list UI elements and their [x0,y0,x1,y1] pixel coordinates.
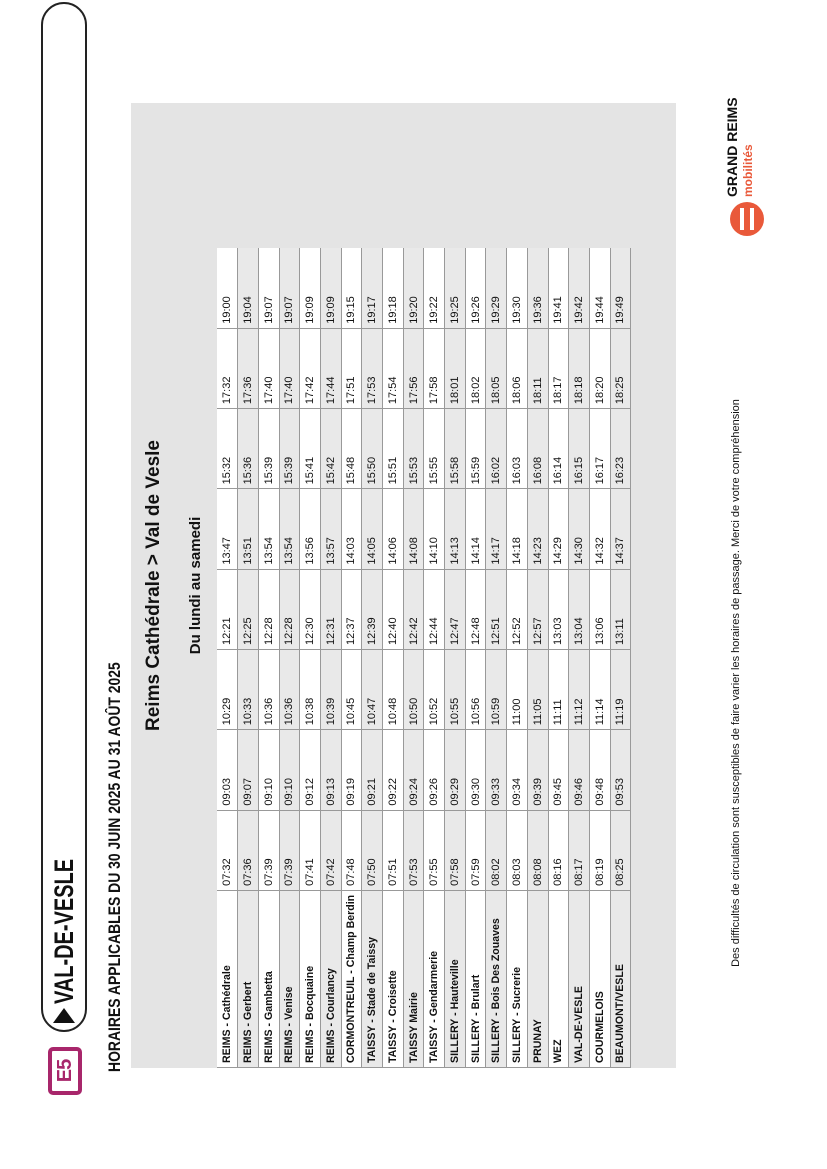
departure-time: 16:17 [589,409,610,489]
departure-time: 19:49 [610,248,631,328]
departure-time: 18:17 [548,328,569,408]
departure-time: 13:04 [569,569,590,649]
departure-time: 12:51 [486,569,507,649]
departure-time: 18:01 [445,328,466,408]
departure-time: 16:03 [507,409,528,489]
departure-time: 09:12 [300,730,321,810]
departure-time: 17:40 [258,328,279,408]
stop-name: VAL-DE-VESLE [569,890,590,1067]
departure-time: 08:03 [507,810,528,890]
departure-time: 07:51 [383,810,404,890]
service-days: Du lundi au samedi [187,516,204,655]
departure-time: 14:32 [589,489,610,569]
departure-time: 13:54 [258,489,279,569]
departure-time: 12:48 [465,569,486,649]
stop-name: SILLERY - Hauteville [445,890,466,1067]
departure-time: 19:22 [424,248,445,328]
departure-time: 09:07 [238,730,259,810]
departure-time: 10:52 [424,649,445,729]
departure-time: 13:54 [279,489,300,569]
departure-time: 07:50 [362,810,383,890]
departure-time: 07:59 [465,810,486,890]
departure-time: 19:09 [320,248,341,328]
departure-time: 10:29 [217,649,238,729]
departure-time: 09:10 [279,730,300,810]
departure-time: 18:05 [486,328,507,408]
departure-time: 09:34 [507,730,528,810]
table-row [362,248,383,1068]
arrow-right-icon [53,1008,75,1023]
departure-time: 14:08 [403,489,424,569]
departure-time: 07:41 [300,810,321,890]
direction-heading: Reims Cathédrale > Val de Vesle [143,440,164,731]
departure-time: 15:58 [445,409,466,489]
stop-name: REIMS - Courlancy [320,890,341,1067]
departure-time: 09:10 [258,730,279,810]
stop-name: TAISSY - Gendarmerie [424,890,445,1067]
stop-name: COURMELOIS [589,890,610,1067]
departure-time: 19:09 [300,248,321,328]
departure-time: 16:08 [527,409,548,489]
departure-time: 18:18 [569,328,590,408]
departure-time: 15:42 [320,409,341,489]
departure-time: 14:05 [362,489,383,569]
departure-time: 12:28 [258,569,279,649]
departure-time: 14:10 [424,489,445,569]
departure-time: 08:17 [569,810,590,890]
departure-time: 18:06 [507,328,528,408]
departure-time: 14:17 [486,489,507,569]
departure-time: 15:36 [238,409,259,489]
departure-time: 15:59 [465,409,486,489]
table-row [383,248,404,1068]
departure-time: 14:14 [465,489,486,569]
line-title: VAL-DE-VESLE [49,858,79,1004]
departure-time: 19:26 [465,248,486,328]
departure-time: 14:13 [445,489,466,569]
departure-time: 07:32 [217,810,238,890]
departure-time: 14:06 [383,489,404,569]
table-row [507,248,528,1068]
departure-time: 17:58 [424,328,445,408]
departure-time: 15:51 [383,409,404,489]
departure-time: 10:33 [238,649,259,729]
table-row [445,248,466,1068]
departure-time: 09:33 [486,730,507,810]
departure-time: 07:53 [403,810,424,890]
table-row [320,248,341,1068]
departure-time: 15:53 [403,409,424,489]
departure-time: 11:05 [527,649,548,729]
table-row [341,248,362,1068]
departure-time: 10:55 [445,649,466,729]
stop-name: SILLERY - Brulart [465,890,486,1067]
departure-time: 11:19 [610,649,631,729]
departure-time: 08:02 [486,810,507,890]
departure-time: 09:45 [548,730,569,810]
departure-time: 08:19 [589,810,610,890]
table-row [527,248,548,1068]
departure-time: 15:55 [424,409,445,489]
departure-time: 18:20 [589,328,610,408]
line-badge: E5 [48,1047,82,1095]
table-row [300,248,321,1068]
stop-name: SILLERY - Sucrerie [507,890,528,1067]
departure-time: 10:59 [486,649,507,729]
departure-time: 13:03 [548,569,569,649]
departure-time: 12:44 [424,569,445,649]
stop-name: REIMS - Bocquaine [300,890,321,1067]
departure-time: 09:46 [569,730,590,810]
table-row [217,248,238,1068]
departure-time: 08:08 [527,810,548,890]
departure-time: 14:29 [548,489,569,569]
departure-time: 19:07 [258,248,279,328]
departure-time: 16:14 [548,409,569,489]
departure-time: 09:26 [424,730,445,810]
table-row [424,248,445,1068]
departure-time: 17:32 [217,328,238,408]
departure-time: 10:36 [279,649,300,729]
departure-time: 15:50 [362,409,383,489]
departure-time: 16:02 [486,409,507,489]
departure-time: 17:53 [362,328,383,408]
departure-time: 10:47 [362,649,383,729]
departure-time: 19:07 [279,248,300,328]
departure-time: 09:29 [445,730,466,810]
stop-name: SILLERY - Bois Des Zouaves [486,890,507,1067]
departure-time: 07:55 [424,810,445,890]
table-row [465,248,486,1068]
departure-time: 10:36 [258,649,279,729]
departure-time: 12:37 [341,569,362,649]
departure-time: 10:50 [403,649,424,729]
table-row [238,248,259,1068]
departure-time: 19:25 [445,248,466,328]
departure-time: 09:22 [383,730,404,810]
departure-time: 07:36 [238,810,259,890]
departure-time: 07:39 [258,810,279,890]
disclaimer-note: Des difficultés de circulation sont susceptibles de faire varier les horaires de passage. Merci de votre compréhension [730,399,742,967]
departure-time: 16:15 [569,409,590,489]
departure-time: 11:11 [548,649,569,729]
stop-name: TAISSY Mairie [403,890,424,1067]
departure-time: 10:45 [341,649,362,729]
departure-time: 19:04 [238,248,259,328]
departure-time: 15:32 [217,409,238,489]
stop-name: CORMONTREUIL - Champ Berdin [341,890,362,1067]
departure-time: 14:37 [610,489,631,569]
departure-time: 09:19 [341,730,362,810]
departure-time: 12:31 [320,569,341,649]
departure-time: 10:56 [465,649,486,729]
departure-time: 12:57 [527,569,548,649]
departure-time: 11:12 [569,649,590,729]
departure-time: 18:25 [610,328,631,408]
departure-time: 09:30 [465,730,486,810]
departure-time: 19:44 [589,248,610,328]
table-row [610,248,631,1068]
timetable [217,248,631,1068]
departure-time: 09:24 [403,730,424,810]
grand-reims-logo-icon [730,202,764,236]
departure-time: 19:30 [507,248,528,328]
departure-time: 19:17 [362,248,383,328]
timetable-sheet [0,97,827,1118]
departure-time: 11:00 [507,649,528,729]
stop-name: BEAUMONT/VESLE [610,890,631,1067]
departure-time: 09:39 [527,730,548,810]
table-row [486,248,507,1068]
departure-time: 17:40 [279,328,300,408]
departure-time: 18:11 [527,328,548,408]
brand-subtitle: mobilités [741,144,755,197]
departure-time: 13:06 [589,569,610,649]
departure-time: 12:21 [217,569,238,649]
timetable-panel [131,103,676,1068]
table-row [589,248,610,1068]
departure-time: 15:41 [300,409,321,489]
departure-time: 08:25 [610,810,631,890]
table-row [279,248,300,1068]
departure-time: 12:40 [383,569,404,649]
departure-time: 09:13 [320,730,341,810]
validity-period: HORAIRES APPLICABLES DU 30 JUIN 2025 AU 31 AOÛT 2025 [105,662,124,1072]
departure-time: 19:15 [341,248,362,328]
departure-time: 07:42 [320,810,341,890]
departure-time: 17:54 [383,328,404,408]
departure-time: 16:23 [610,409,631,489]
departure-time: 10:39 [320,649,341,729]
departure-time: 15:39 [258,409,279,489]
departure-time: 14:03 [341,489,362,569]
departure-time: 12:47 [445,569,466,649]
stop-name: TAISSY - Stade de Taissy [362,890,383,1067]
departure-time: 09:03 [217,730,238,810]
departure-time: 13:47 [217,489,238,569]
departure-time: 12:52 [507,569,528,649]
departure-time: 19:41 [548,248,569,328]
departure-time: 10:48 [383,649,404,729]
table-row [569,248,590,1068]
departure-time: 09:53 [610,730,631,810]
departure-time: 08:16 [548,810,569,890]
departure-time: 12:42 [403,569,424,649]
stop-name: REIMS - Gambetta [258,890,279,1067]
departure-time: 14:23 [527,489,548,569]
departure-time: 14:18 [507,489,528,569]
departure-time: 11:14 [589,649,610,729]
table-row [258,248,279,1068]
departure-time: 17:44 [320,328,341,408]
departure-time: 15:48 [341,409,362,489]
departure-time: 07:48 [341,810,362,890]
stop-name: TAISSY - Croisette [383,890,404,1067]
departure-time: 13:51 [238,489,259,569]
departure-time: 14:30 [569,489,590,569]
departure-time: 19:18 [383,248,404,328]
departure-time: 13:11 [610,569,631,649]
stop-name: WEZ [548,890,569,1067]
stop-name: REIMS - Gerbert [238,890,259,1067]
departure-time: 19:42 [569,248,590,328]
departure-time: 12:28 [279,569,300,649]
departure-time: 19:20 [403,248,424,328]
stop-name: PRUNAY [527,890,548,1067]
departure-time: 17:36 [238,328,259,408]
stop-name: REIMS - Venise [279,890,300,1067]
departure-time: 07:58 [445,810,466,890]
departure-time: 09:48 [589,730,610,810]
departure-time: 10:38 [300,649,321,729]
table-row [403,248,424,1068]
table-row [548,248,569,1068]
departure-time: 12:30 [300,569,321,649]
departure-time: 17:56 [403,328,424,408]
stop-name: REIMS - Cathédrale [217,890,238,1067]
departure-time: 19:00 [217,248,238,328]
departure-time: 18:02 [465,328,486,408]
departure-time: 19:29 [486,248,507,328]
departure-time: 13:56 [300,489,321,569]
brand-name: GRAND REIMS [724,97,740,197]
departure-time: 07:39 [279,810,300,890]
departure-time: 15:39 [279,409,300,489]
departure-time: 12:39 [362,569,383,649]
departure-time: 13:57 [320,489,341,569]
departure-time: 09:21 [362,730,383,810]
departure-time: 17:42 [300,328,321,408]
departure-time: 12:25 [238,569,259,649]
departure-time: 19:36 [527,248,548,328]
departure-time: 17:51 [341,328,362,408]
